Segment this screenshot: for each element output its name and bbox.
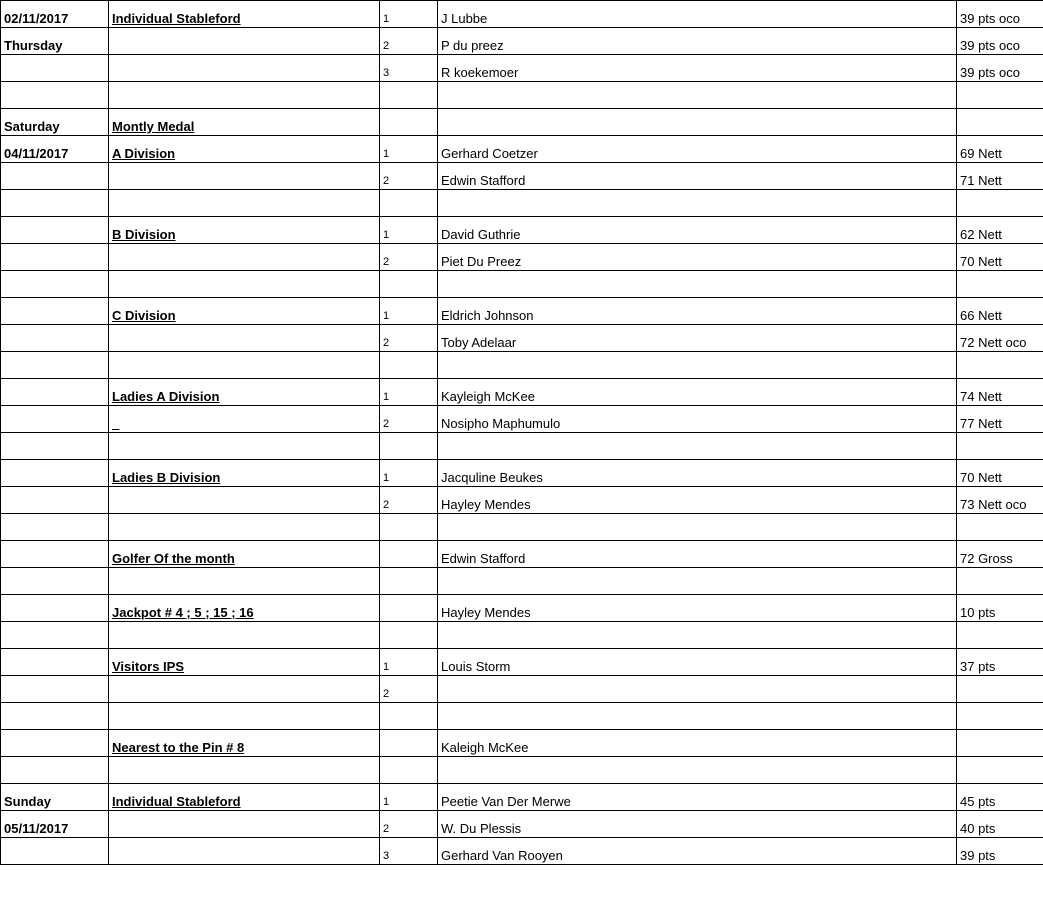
table-row — [1, 487, 1043, 514]
table-row — [1, 352, 1043, 379]
score-cell[interactable]: 71 Nett — [957, 163, 1043, 190]
player-name-cell[interactable]: J Lubbe — [438, 1, 957, 28]
position-cell[interactable] — [380, 82, 438, 109]
table-row — [1, 379, 1043, 406]
score-cell[interactable]: 72 Nett oco — [957, 325, 1043, 352]
table-row — [1, 649, 1043, 676]
table-row — [1, 568, 1043, 595]
position-cell[interactable]: 1 — [380, 1, 438, 28]
score-cell[interactable] — [957, 433, 1043, 460]
event-cell[interactable]: Individual Stableford — [109, 784, 380, 811]
table-row — [1, 1, 1043, 28]
position-cell[interactable]: 3 — [380, 55, 438, 82]
player-name-cell[interactable] — [438, 703, 957, 730]
score-cell[interactable] — [957, 514, 1043, 541]
event-cell[interactable]: B Division — [109, 217, 380, 244]
player-name-cell[interactable]: Jacquline Beukes — [438, 460, 957, 487]
table-row — [1, 730, 1043, 757]
date-cell[interactable]: Sunday — [1, 784, 109, 811]
event-cell[interactable] — [109, 676, 380, 703]
score-cell[interactable]: 40 pts — [957, 811, 1043, 838]
player-name-cell[interactable]: Edwin Stafford — [438, 541, 957, 568]
table-row — [1, 55, 1043, 82]
score-cell[interactable] — [957, 676, 1043, 703]
date-cell[interactable] — [1, 217, 109, 244]
event-cell[interactable] — [109, 838, 380, 865]
score-cell[interactable] — [957, 271, 1043, 298]
score-cell[interactable]: 77 Nett — [957, 406, 1043, 433]
event-cell[interactable] — [109, 811, 380, 838]
date-cell[interactable] — [1, 82, 109, 109]
score-cell[interactable]: 39 pts oco — [957, 1, 1043, 28]
event-cell[interactable] — [109, 55, 380, 82]
table-row — [1, 811, 1043, 838]
score-cell[interactable]: 73 Nett oco — [957, 487, 1043, 514]
date-cell[interactable] — [1, 190, 109, 217]
date-cell[interactable] — [1, 568, 109, 595]
date-cell[interactable] — [1, 352, 109, 379]
table-row — [1, 838, 1043, 865]
event-cell[interactable]: C Division — [109, 298, 380, 325]
score-cell[interactable]: 66 Nett — [957, 298, 1043, 325]
player-name-cell[interactable]: Toby Adelaar — [438, 325, 957, 352]
position-cell[interactable] — [380, 703, 438, 730]
event-cell[interactable]: A Division — [109, 136, 380, 163]
score-cell[interactable]: 45 pts — [957, 784, 1043, 811]
date-cell[interactable] — [1, 298, 109, 325]
score-cell[interactable]: 70 Nett — [957, 460, 1043, 487]
player-name-cell[interactable] — [438, 109, 957, 136]
date-cell[interactable] — [1, 163, 109, 190]
score-cell[interactable] — [957, 730, 1043, 757]
position-cell[interactable]: 2 — [380, 406, 438, 433]
event-cell[interactable] — [109, 433, 380, 460]
score-cell[interactable] — [957, 352, 1043, 379]
position-cell[interactable] — [380, 109, 438, 136]
score-cell[interactable]: 39 pts oco — [957, 55, 1043, 82]
player-name-cell[interactable]: W. Du Plessis — [438, 811, 957, 838]
date-cell[interactable]: Thursday — [1, 28, 109, 55]
position-cell[interactable] — [380, 730, 438, 757]
score-cell[interactable]: 69 Nett — [957, 136, 1043, 163]
position-cell[interactable]: 2 — [380, 487, 438, 514]
player-name-cell[interactable]: David Guthrie — [438, 217, 957, 244]
date-cell[interactable] — [1, 379, 109, 406]
date-cell[interactable] — [1, 325, 109, 352]
position-cell[interactable]: 1 — [380, 136, 438, 163]
results-table-body — [1, 1, 1043, 865]
player-name-cell[interactable] — [438, 190, 957, 217]
score-cell[interactable]: 72 Gross — [957, 541, 1043, 568]
table-row — [1, 595, 1043, 622]
date-cell[interactable] — [1, 703, 109, 730]
date-cell[interactable] — [1, 406, 109, 433]
table-row — [1, 676, 1043, 703]
score-cell[interactable] — [957, 190, 1043, 217]
table-row — [1, 757, 1043, 784]
table-row — [1, 298, 1043, 325]
player-name-cell[interactable]: Eldrich Johnson — [438, 298, 957, 325]
table-row — [1, 190, 1043, 217]
event-cell[interactable] — [109, 757, 380, 784]
event-cell[interactable] — [109, 271, 380, 298]
event-cell[interactable] — [109, 163, 380, 190]
table-row — [1, 703, 1043, 730]
event-cell[interactable]: Ladies B Division — [109, 460, 380, 487]
player-name-cell[interactable]: Gerhard Coetzer — [438, 136, 957, 163]
score-cell[interactable]: 74 Nett — [957, 379, 1043, 406]
date-cell[interactable] — [1, 460, 109, 487]
position-cell[interactable]: 2 — [380, 811, 438, 838]
table-row — [1, 109, 1043, 136]
table-row — [1, 82, 1043, 109]
table-row — [1, 784, 1043, 811]
position-cell[interactable] — [380, 541, 438, 568]
position-cell[interactable]: 1 — [380, 649, 438, 676]
position-cell[interactable] — [380, 757, 438, 784]
position-cell[interactable] — [380, 568, 438, 595]
position-cell[interactable] — [380, 433, 438, 460]
date-cell[interactable] — [1, 55, 109, 82]
player-name-cell[interactable] — [438, 433, 957, 460]
event-cell[interactable] — [109, 622, 380, 649]
score-cell[interactable] — [957, 82, 1043, 109]
event-cell[interactable] — [109, 190, 380, 217]
event-cell[interactable] — [109, 244, 380, 271]
date-cell[interactable] — [1, 757, 109, 784]
player-name-cell[interactable]: Piet Du Preez — [438, 244, 957, 271]
position-cell[interactable]: 2 — [380, 325, 438, 352]
date-cell[interactable] — [1, 541, 109, 568]
event-cell[interactable] — [109, 487, 380, 514]
player-name-cell[interactable] — [438, 82, 957, 109]
position-cell[interactable] — [380, 622, 438, 649]
date-cell[interactable]: 02/11/2017 — [1, 1, 109, 28]
event-cell[interactable]: Individual Stableford — [109, 1, 380, 28]
date-cell[interactable] — [1, 271, 109, 298]
event-cell[interactable] — [109, 82, 380, 109]
table-row — [1, 136, 1043, 163]
player-name-cell[interactable]: Peetie Van Der Merwe — [438, 784, 957, 811]
date-cell[interactable] — [1, 676, 109, 703]
event-cell[interactable] — [109, 325, 380, 352]
position-cell[interactable] — [380, 352, 438, 379]
date-cell[interactable] — [1, 514, 109, 541]
player-name-cell[interactable]: Louis Storm — [438, 649, 957, 676]
event-cell[interactable] — [109, 514, 380, 541]
event-cell[interactable]: Golfer Of the month — [109, 541, 380, 568]
score-cell[interactable]: 39 pts oco — [957, 28, 1043, 55]
score-cell[interactable]: 62 Nett — [957, 217, 1043, 244]
score-cell[interactable] — [957, 622, 1043, 649]
date-cell[interactable] — [1, 487, 109, 514]
table-row — [1, 514, 1043, 541]
score-cell[interactable] — [957, 109, 1043, 136]
table-row — [1, 433, 1043, 460]
event-cell[interactable] — [109, 352, 380, 379]
event-cell[interactable]: Jackpot # 4 ; 5 ; 15 ; 16 — [109, 595, 380, 622]
event-cell[interactable]: _ — [109, 406, 380, 433]
date-cell[interactable] — [1, 595, 109, 622]
table-row — [1, 271, 1043, 298]
player-name-cell[interactable] — [438, 514, 957, 541]
table-row — [1, 325, 1043, 352]
player-name-cell[interactable]: Nosipho Maphumulo — [438, 406, 957, 433]
position-cell[interactable]: 1 — [380, 460, 438, 487]
player-name-cell[interactable]: P du preez — [438, 28, 957, 55]
player-name-cell[interactable] — [438, 676, 957, 703]
table-row — [1, 541, 1043, 568]
position-cell[interactable]: 1 — [380, 217, 438, 244]
player-name-cell[interactable] — [438, 757, 957, 784]
player-name-cell[interactable]: Kayleigh McKee — [438, 379, 957, 406]
player-name-cell[interactable]: Kaleigh McKee — [438, 730, 957, 757]
date-cell[interactable]: 04/11/2017 — [1, 136, 109, 163]
date-cell[interactable] — [1, 433, 109, 460]
table-row — [1, 217, 1043, 244]
event-cell[interactable]: Visitors IPS — [109, 649, 380, 676]
score-cell[interactable]: 70 Nett — [957, 244, 1043, 271]
score-cell[interactable] — [957, 568, 1043, 595]
position-cell[interactable]: 1 — [380, 379, 438, 406]
date-cell[interactable]: Saturday — [1, 109, 109, 136]
table-row — [1, 244, 1043, 271]
position-cell[interactable] — [380, 271, 438, 298]
position-cell[interactable] — [380, 595, 438, 622]
event-cell[interactable] — [109, 28, 380, 55]
score-cell[interactable]: 37 pts — [957, 649, 1043, 676]
date-cell[interactable] — [1, 622, 109, 649]
date-cell[interactable] — [1, 730, 109, 757]
position-cell[interactable]: 1 — [380, 784, 438, 811]
player-name-cell[interactable]: R koekemoer — [438, 55, 957, 82]
event-cell[interactable]: Ladies A Division — [109, 379, 380, 406]
player-name-cell[interactable]: Hayley Mendes — [438, 595, 957, 622]
event-cell[interactable] — [109, 703, 380, 730]
position-cell[interactable]: 2 — [380, 163, 438, 190]
player-name-cell[interactable]: Hayley Mendes — [438, 487, 957, 514]
position-cell[interactable] — [380, 190, 438, 217]
table-row — [1, 28, 1043, 55]
player-name-cell[interactable]: Gerhard Van Rooyen — [438, 838, 957, 865]
date-cell[interactable] — [1, 244, 109, 271]
position-cell[interactable] — [380, 514, 438, 541]
table-row — [1, 460, 1043, 487]
date-cell[interactable] — [1, 838, 109, 865]
position-cell[interactable]: 2 — [380, 676, 438, 703]
player-name-cell[interactable] — [438, 622, 957, 649]
player-name-cell[interactable] — [438, 352, 957, 379]
player-name-cell[interactable] — [438, 271, 957, 298]
score-cell[interactable] — [957, 703, 1043, 730]
table-row — [1, 622, 1043, 649]
event-cell[interactable]: Montly Medal — [109, 109, 380, 136]
position-cell[interactable]: 2 — [380, 28, 438, 55]
date-cell[interactable] — [1, 649, 109, 676]
table-row — [1, 163, 1043, 190]
position-cell[interactable]: 1 — [380, 298, 438, 325]
player-name-cell[interactable] — [438, 568, 957, 595]
event-cell[interactable] — [109, 568, 380, 595]
date-cell[interactable]: 05/11/2017 — [1, 811, 109, 838]
position-cell[interactable]: 2 — [380, 244, 438, 271]
score-cell[interactable]: 10 pts — [957, 595, 1043, 622]
event-cell[interactable]: Nearest to the Pin # 8 — [109, 730, 380, 757]
score-cell[interactable] — [957, 757, 1043, 784]
score-cell[interactable]: 39 pts — [957, 838, 1043, 865]
position-cell[interactable]: 3 — [380, 838, 438, 865]
table-row — [1, 406, 1043, 433]
player-name-cell[interactable]: Edwin Stafford — [438, 163, 957, 190]
